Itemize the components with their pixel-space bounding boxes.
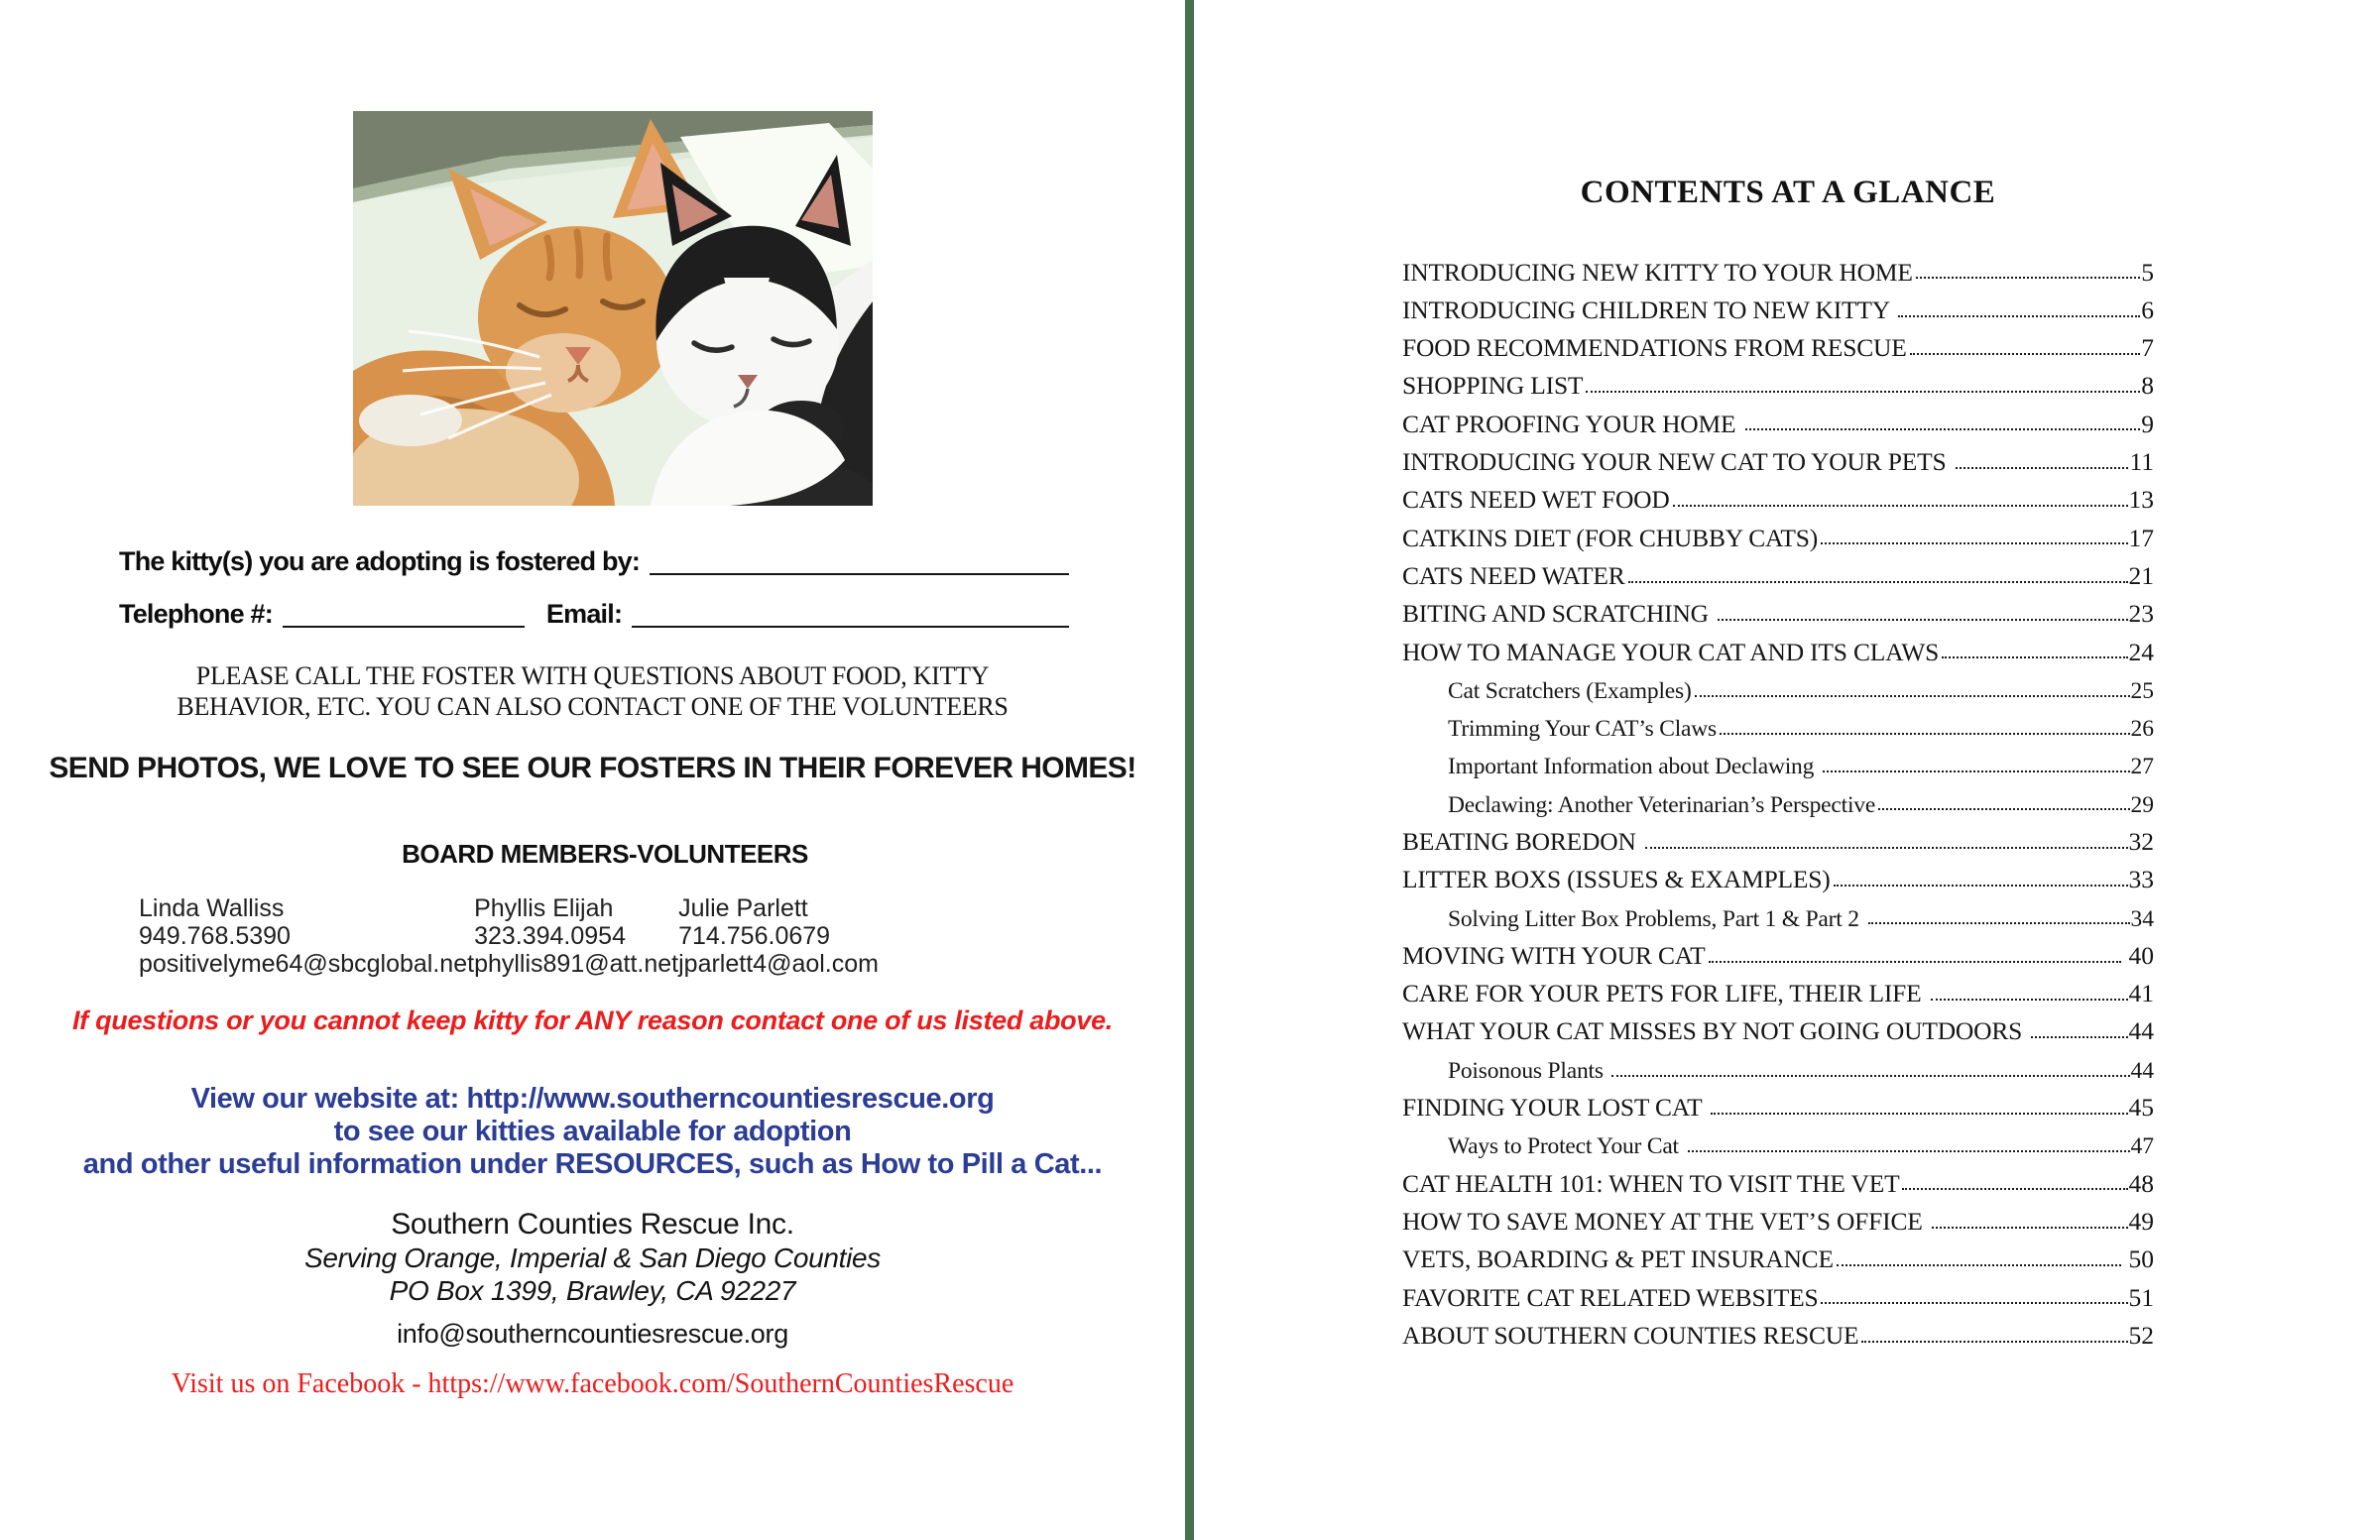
cats-photo-illustration (353, 111, 873, 506)
toc-page-number: 40 (2122, 940, 2154, 970)
toc-leader-dots (1878, 808, 2129, 810)
toc-leader-dots (1910, 353, 2141, 355)
toc-page-number: 9 (2141, 409, 2154, 438)
toc-entry-label: LITTER BOXS (ISSUES & EXAMPLES) (1402, 865, 1831, 894)
toc-leader-dots (1709, 961, 2122, 963)
toc-entry-label: CAT PROOFING YOUR HOME (1402, 409, 1742, 438)
cats-photo (353, 111, 873, 506)
board-member-card (678, 894, 879, 978)
toc-page-number: 11 (2129, 447, 2154, 477)
toc-leader-dots (1745, 428, 2141, 430)
toc-row (1402, 1159, 2154, 1197)
toc-page-number: 24 (2128, 637, 2154, 666)
organization-serving-line: Serving Orange, Imperial & San Diego Counties (303, 1243, 882, 1273)
left-page (0, 0, 1185, 1540)
toc-row (1402, 1122, 2154, 1159)
board-member-phone: 323.394.0954 (474, 922, 626, 950)
toc-page-number: 21 (2128, 560, 2154, 590)
toc-row (1402, 590, 2154, 628)
toc-page-number: 47 (2130, 1133, 2154, 1160)
toc-entry-label: CARE FOR YOUR PETS FOR LIFE, THEIR LIFE (1402, 979, 1928, 1008)
board-member-phone: 949.768.5390 (139, 922, 291, 950)
toc-entry-label: INTRODUCING NEW KITTY TO YOUR HOME (1402, 257, 1913, 287)
toc-entry-label: Important Information about Declawing (1448, 754, 1820, 780)
board-member-email: jparlett4@aol.com (678, 950, 879, 978)
organization-name: Southern Counties Rescue Inc. (391, 1208, 794, 1241)
toc-entry-label: BEATING BOREDON (1402, 826, 1642, 856)
toc-page-number: 29 (2130, 791, 2154, 818)
toc-leader-dots (1688, 1150, 2130, 1152)
contents-title: CONTENTS AT A GLANCE (1580, 175, 1996, 210)
toc-page-number: 50 (2122, 1244, 2154, 1274)
toc-entry-label: FOOD RECOMMENDATIONS FROM RESCUE (1402, 333, 1907, 363)
foster-form (119, 541, 1069, 647)
toc-entry-label: CATS NEED WET FOOD (1402, 485, 1670, 515)
toc-row (1402, 437, 2154, 475)
website-promo-line2: to see our kitties available for adoption (333, 1116, 852, 1147)
toc-entry-label: Poisonous Plants (1448, 1057, 1609, 1084)
toc-entry-label: CAT HEALTH 101: WHEN TO VISIT THE VET (1402, 1168, 1900, 1198)
toc-row (1402, 286, 2154, 323)
toc-leader-dots (1673, 505, 2128, 507)
toc-page-number: 44 (2128, 1016, 2154, 1046)
toc-page-number: 44 (2130, 1057, 2154, 1084)
toc-page-number: 41 (2128, 979, 2154, 1008)
toc-row (1402, 779, 2154, 817)
toc-leader-dots (1916, 277, 2141, 279)
toc-page-number: 49 (2128, 1206, 2154, 1236)
toc-row (1402, 628, 2154, 665)
toc-row (1402, 665, 2154, 703)
telephone-label: Telephone #: (119, 599, 273, 629)
organization-email: info@southerncountiesrescue.org (397, 1319, 788, 1349)
telephone-email-row (119, 594, 1069, 628)
toc-entry-label: SHOPPING LIST (1402, 371, 1584, 401)
facebook-link-line[interactable]: Visit us on Facebook - https://www.facebook.com/SouthernCountiesRescue (171, 1368, 1014, 1399)
toc-row (1402, 324, 2154, 362)
toc-entry-label: CATS NEED WATER (1402, 560, 1625, 590)
toc-page-number: 34 (2130, 905, 2154, 932)
toc-page-number: 48 (2128, 1168, 2154, 1198)
toc-leader-dots (1711, 1113, 2127, 1115)
toc-leader-dots (1823, 770, 2130, 772)
toc-page-number: 17 (2128, 523, 2154, 552)
right-page (1196, 0, 2380, 1540)
toc-row (1402, 856, 2154, 893)
toc-leader-dots (2031, 1036, 2127, 1038)
toc-row (1402, 1045, 2154, 1083)
board-member-email: phyllis891@att.net (474, 950, 679, 978)
telephone-blank-line (283, 616, 525, 628)
organization-info (0, 1208, 1185, 1350)
board-member-name: Julie Parlett (678, 894, 808, 922)
toc-leader-dots (1956, 467, 2129, 469)
call-foster-notice-line2: BEHAVIOR, ETC. YOU CAN ALSO CONTACT ONE OF THE VOLUNTEERS (177, 692, 1009, 721)
website-promo (0, 1083, 1185, 1181)
toc-entry-label: CATKINS DIET (FOR CHUBBY CATS) (1402, 523, 1819, 552)
toc-entry-label: Solving Litter Box Problems, Part 1 & Part 2 (1448, 905, 1865, 932)
toc-row (1402, 893, 2154, 931)
toc-leader-dots (1931, 999, 2128, 1001)
toc-row (1402, 400, 2154, 437)
page-gutter-divider (1185, 0, 1194, 1540)
fostered-by-row (119, 541, 1069, 575)
toc-entry-label: INTRODUCING CHILDREN TO NEW KITTY (1402, 295, 1896, 324)
toc-page-number: 23 (2128, 599, 2154, 629)
fostered-by-label: The kitty(s) you are adopting is fostered by: (119, 546, 641, 576)
toc-page-number: 8 (2141, 371, 2154, 401)
board-member-card (474, 894, 678, 978)
toc-page-number: 5 (2141, 257, 2154, 287)
board-member-phone: 714.756.0679 (678, 922, 831, 950)
toc-page-number: 6 (2141, 295, 2154, 324)
toc-leader-dots (1695, 695, 2130, 697)
toc-entry-label: FAVORITE CAT RELATED WEBSITES (1402, 1282, 1819, 1312)
toc-entry-label: WHAT YOUR CAT MISSES BY NOT GOING OUTDOORS (1402, 1016, 2029, 1046)
toc-leader-dots (1611, 1075, 2129, 1077)
toc-entry-label: FINDING YOUR LOST CAT (1402, 1093, 1709, 1123)
toc-row (1402, 1311, 2154, 1349)
toc-row (1402, 362, 2154, 400)
toc-row (1402, 476, 2154, 514)
toc-entry-label: BITING AND SCRATCHING (1402, 599, 1716, 629)
toc-page-number: 13 (2128, 485, 2154, 515)
website-promo-line3: and other useful information under RESOURCES, such as How to Pill a Cat... (82, 1148, 1103, 1180)
toc-row (1402, 1084, 2154, 1122)
toc-page-number: 32 (2128, 826, 2154, 856)
toc-entry-label: MOVING WITH YOUR CAT (1402, 940, 1706, 970)
toc-leader-dots (1868, 922, 2130, 924)
toc-page-number: 7 (2141, 333, 2154, 363)
board-member-name: Phyllis Elijah (474, 894, 614, 922)
toc-row (1402, 1236, 2154, 1273)
toc-leader-dots (1902, 1188, 2127, 1190)
toc-row (1402, 551, 2154, 589)
website-url-line[interactable]: View our website at: http://www.southerncountiesrescue.org (190, 1083, 995, 1115)
toc-leader-dots (1586, 391, 2140, 393)
toc-page-number: 27 (2130, 754, 2154, 780)
toc-row (1402, 248, 2154, 286)
toc-entry-label: Trimming Your CAT’s Claws (1448, 716, 1717, 743)
email-blank-line (632, 616, 1069, 628)
board-member-name: Linda Walliss (139, 894, 285, 922)
toc-leader-dots (1837, 1264, 2121, 1266)
call-foster-notice (0, 660, 1185, 722)
toc-leader-dots (1821, 1302, 2127, 1304)
toc-leader-dots (1718, 619, 2127, 621)
keep-kitty-warning: If questions or you cannot keep kitty for ANY reason contact one of us listed above. (71, 1006, 1113, 1035)
toc-row (1402, 742, 2154, 779)
toc-row (1402, 970, 2154, 1007)
organization-address: PO Box 1399, Brawley, CA 92227 (389, 1275, 796, 1306)
toc-row (1402, 704, 2154, 742)
toc-row (1402, 1197, 2154, 1235)
board-members-list (139, 894, 1071, 978)
toc-list (1402, 248, 2154, 1350)
send-photos-line: SEND PHOTOS, WE LOVE TO SEE OUR FOSTERS IN THEIR FOREVER HOMES! (49, 752, 1136, 784)
toc-leader-dots (1720, 733, 2130, 735)
toc-leader-dots (1645, 847, 2128, 849)
toc-leader-dots (1898, 315, 2140, 317)
toc-entry-label: INTRODUCING YOUR NEW CAT TO YOUR PETS (1402, 447, 1953, 477)
toc-row (1402, 1273, 2154, 1311)
board-member-email: positivelyme64@sbcglobal.net (139, 950, 475, 978)
toc-row (1402, 931, 2154, 969)
toc-leader-dots (1861, 1341, 2127, 1343)
toc-page-number: 26 (2130, 716, 2154, 743)
board-member-card (139, 894, 474, 978)
toc-page-number: 25 (2130, 677, 2154, 704)
board-members-heading: BOARD MEMBERS-VOLUNTEERS (402, 839, 808, 869)
toc-row (1402, 1007, 2154, 1045)
toc-leader-dots (1834, 885, 2128, 887)
toc-entry-label: Ways to Protect Your Cat (1448, 1133, 1685, 1160)
toc-page-number: 51 (2128, 1282, 2154, 1312)
toc-row (1402, 817, 2154, 855)
toc-entry-label: HOW TO MANAGE YOUR CAT AND ITS CLAWS (1402, 637, 1940, 666)
toc-leader-dots (1932, 1227, 2128, 1229)
toc-page-number: 33 (2128, 865, 2154, 894)
fostered-by-blank-line (650, 563, 1069, 575)
toc-leader-dots (1821, 542, 2127, 544)
email-label: Email: (545, 599, 623, 629)
toc-entry-label: Cat Scratchers (Examples) (1448, 677, 1692, 704)
toc-entry-label: HOW TO SAVE MONEY AT THE VET’S OFFICE (1402, 1206, 1929, 1236)
toc-page-number: 52 (2128, 1320, 2154, 1350)
toc-leader-dots (1942, 656, 2127, 658)
toc-row (1402, 514, 2154, 551)
toc-leader-dots (1628, 581, 2128, 583)
toc-entry-label: VETS, BOARDING & PET INSURANCE (1402, 1244, 1834, 1274)
toc-page-number: 45 (2128, 1093, 2154, 1123)
toc-entry-label: Declawing: Another Veterinarian’s Perspective (1448, 791, 1876, 818)
call-foster-notice-line1: PLEASE CALL THE FOSTER WITH QUESTIONS ABOUT FOOD, KITTY (195, 661, 990, 690)
toc-entry-label: ABOUT SOUTHERN COUNTIES RESCUE (1402, 1320, 1859, 1350)
